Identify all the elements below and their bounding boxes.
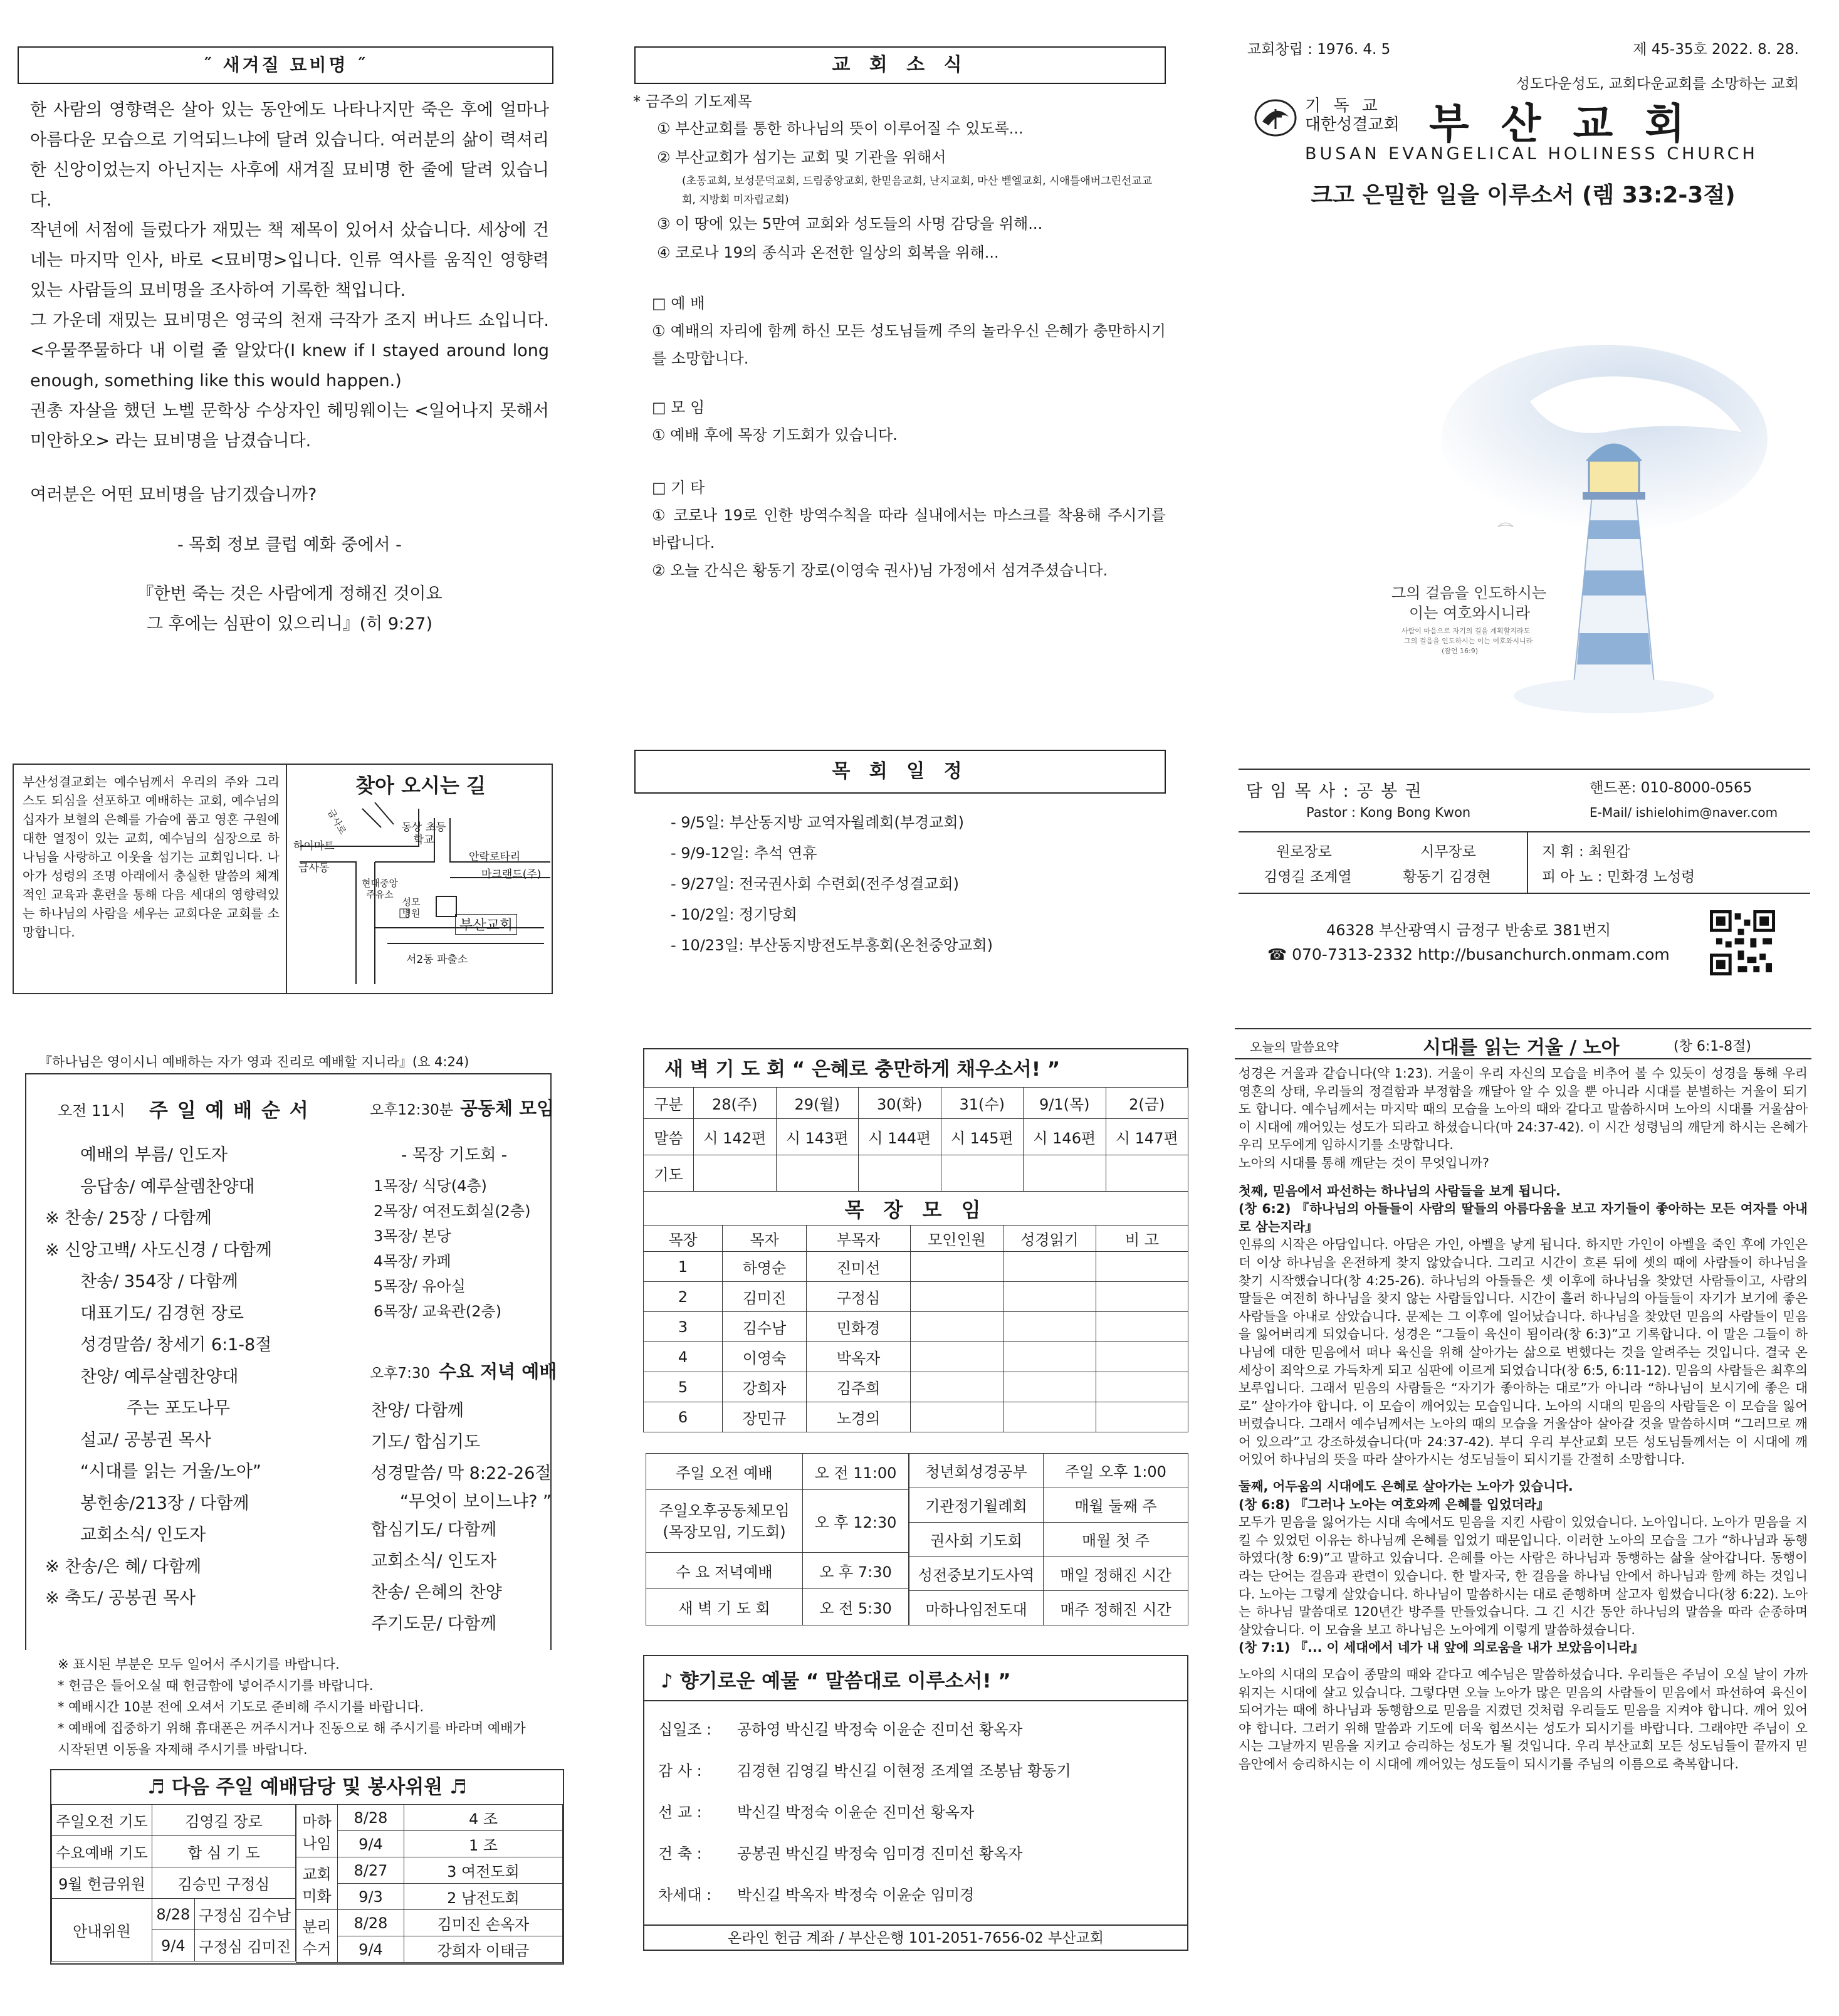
worship-item: 설교/ 공봉권 목사	[80, 1430, 211, 1450]
worship-note: ※ 표시된 부분은 모두 일어서 주시기를 바랍니다.	[58, 1657, 340, 1672]
duty-date: 8/28	[338, 1910, 404, 1936]
offering-row	[658, 1874, 1185, 1916]
service-name-sub: (목장모임, 기도회)	[663, 1523, 786, 1541]
map-label: 동상 초등학교	[401, 821, 446, 846]
worship-note: * 예배시간 10분 전에 오셔서 기도로 준비해 주시기를 바랍니다.	[58, 1699, 424, 1714]
duty-label: 마하나임	[296, 1805, 338, 1857]
offering-title: ♪ 향기로운 예물 “ 말씀대로 이루소서! ”	[661, 1670, 1011, 1693]
map-title: 찾아 오시는 길	[355, 774, 486, 797]
sermon-body-2: 모두가 믿음을 잃어가는 시대 속에서도 믿음을 지킨 사람이 있었습니다. 노아입니다. 노아가 믿음을 지킬 수 있었던 이유는 하나님께 은혜를 입었기 때문입니다. 이러한 노아의 모습을 그가 “하나님과 동행하였다(창 6:9)”고 말하고 있습니다. 은혜를 아는 사람은 하나님과 동행하는 삶을 살아갑니다. 동행이라는 단어는 걸음과 관련이 있습니다. 한 발자국, 한 걸음을 하나님 안에서 하나님과 함께 하는 것입니다. 노아는 그렇게 살았습니다. 하나님이 말씀하시는 대로 준행하며 살고자 힘썼습니다(창 6:22). 노아는 하나님 말씀대로 120년간 방주를 만들었습니다. 그 긴 시간 동안 하나님의 말씀을 따라 순종하며 살았습니다. 이 모습을 보고 하나님은 노아에게 이렇게 말씀하셨습니다.	[1239, 1515, 1808, 1637]
news-section-item: ① 코로나 19로 인한 방역수칙을 따라 실내에서는 마스크를 착용해 주시기를 바랍니다.	[652, 507, 1166, 552]
offering-row	[658, 1750, 1185, 1792]
worship-item: 예배의 부름/ 인도자	[80, 1145, 228, 1165]
gm-cell: 노경의	[807, 1402, 911, 1432]
gm-cell: 4	[644, 1342, 723, 1372]
schedule-item: - 10/23일: 부산동지방전도부흥회(온천중앙교회)	[671, 937, 993, 954]
denomination-line-2: 대한성결교회	[1305, 115, 1400, 134]
worship-note: 시작된면 이동을 자제해 주시기를 바랍니다.	[58, 1742, 308, 1757]
dawn-table	[643, 1087, 1188, 1226]
group-item: 5목장/ 유아실	[374, 1278, 466, 1295]
prayer-item: ② 부산교회가 섬기는 교회 및 기관을 위해서	[657, 149, 946, 166]
next-week-value: 김승민 구정심	[152, 1867, 296, 1899]
worship-note: * 예배에 집중하기 위해 휴대폰은 꺼주시거나 진동으로 해 주시기를 바라며 예배가	[58, 1721, 526, 1736]
dawn-header: 29(월)	[776, 1088, 859, 1119]
lighthouse-image	[1341, 339, 1780, 727]
gm-header: 성경읽기	[1003, 1226, 1096, 1252]
wed-list	[371, 1395, 552, 1640]
service-name: 청년회성경공부	[909, 1454, 1044, 1488]
worship-item: 주는 포도나무	[127, 1399, 231, 1418]
service-time: 주일 오후 1:00	[1044, 1454, 1188, 1488]
worship-item: ※ 찬송/은 혜/ 다함께	[45, 1557, 202, 1577]
news-title-box	[634, 46, 1166, 84]
worship-item: 찬송/ 354장 / 다함께	[80, 1272, 238, 1291]
news-body	[633, 89, 1178, 584]
duty-date: 9/4	[338, 1936, 404, 1963]
dawn-title: 새 벽 기 도 회 “ 은혜로 충만하게 채우소서! ”	[664, 1058, 1061, 1081]
news-section-head: □ 예 배	[652, 295, 705, 312]
gm-cell: 구정심	[807, 1282, 911, 1312]
dawn-header: 28(주)	[694, 1088, 777, 1119]
worship-item: 찬양/ 예루살렘찬양대	[80, 1367, 239, 1387]
service-times-right	[909, 1453, 1188, 1625]
prayer-item: ④ 코로나 19의 종식과 온전한 일상의 회복을 위해...	[657, 244, 999, 261]
pastor-english: Pastor : Kong Bong Kwon	[1306, 805, 1471, 820]
sermon-closing: 노아의 시대의 모습이 종말의 때와 같다고 예수님은 말씀하셨습니다. 우리들은 주님이 오실 날이 가까워지는 시대에 살고 있습니다. 그렇다면 오늘 노아가 많은 믿음의 사람들이 믿음에서 파선하여 육신이 되어가는 때에 하나님과 동행함으로 믿음을 지켰던 것처럼 우리들도 믿음을 지켜야 합니다. 깨어 있어야 합니다. 그러기 위해 말씀과 기도에 더욱 힘쓰시는 성도가 되시기를 바랍니다. 그래야만 주님이 오시는 그날까지 믿음을 지키고 승리하는 성도가 될 것입니다. 우리 부산교회 모든 성도님들이 끝까지 믿음안에서 승리하시는 이 시대에 깨어있는 성도들이 되시기를 주님의 이름으로 축복합니다.	[1239, 1667, 1808, 1772]
epitaph-paragraph: 한 사람의 영향력은 살아 있는 동안에도 나타나지만 죽은 후에 얼마나 아름다운 모습으로 기억되느냐에 달려 있습니다. 여러분의 삶이 력셔리한 신앙이었는지 아닌지는 사후에 새겨질 묘비명 한 줄에 달려 있습니다.	[30, 100, 549, 210]
church-logo	[1254, 98, 1297, 138]
denomination-line-1: 기 독 교	[1305, 97, 1381, 115]
intro-text: 부산성결교회는 예수님께서 우리의 주와 그리스도 되심을 선포하고 예배하는 교회, 예수님의 십자가 보혈의 은혜를 가슴에 품고 영혼 구원에 대한 열정이 있는 교회, 예수님의 심장으로 하나님을 사랑하고 이웃을 섬기는 교회입니다. 나아가 성령의 조명 아래에서 충실한 말씀의 체계적인 교육과 훈련을 통해 다음 세대의 영향력있는 하나님의 사람을 세우는 교회다운 교회를 소망합니다.	[23, 774, 280, 940]
wed-item: 기도/ 합심기도	[371, 1432, 481, 1452]
wed-time: 오후7:30	[370, 1365, 431, 1382]
dawn-header: 2(금)	[1106, 1088, 1188, 1119]
gm-header: 목장	[644, 1226, 723, 1252]
map-label: 안락로타리	[469, 851, 521, 863]
wed-title: 수요 저녁 예배	[439, 1361, 557, 1382]
service-time: 오 전 5:30	[803, 1589, 909, 1625]
map-label: 현대중앙 주유소	[362, 878, 398, 900]
staff-box	[1239, 769, 1810, 994]
duty-label: 교회미화	[296, 1857, 338, 1910]
prayer-item: ① 부산교회를 통한 하나님의 뜻이 이루어질 수 있도록...	[657, 120, 1024, 137]
conductor: 지 휘 : 최원갑	[1542, 844, 1630, 860]
elders-head: 시무장로	[1420, 844, 1476, 860]
gm-cell: 김미진	[723, 1282, 807, 1312]
wed-item: “무엇이 보이느냐? ”	[400, 1492, 552, 1511]
service-name-text: 주일오후공동체모임	[659, 1501, 790, 1520]
map-area	[286, 765, 553, 993]
map-label: 하이마트	[293, 840, 335, 853]
gm-cell: 이영숙	[723, 1342, 807, 1372]
duty-value: 1 조	[404, 1831, 562, 1857]
worship-item: 성경말씀/ 창세기 6:1-8절	[80, 1335, 272, 1355]
epitaph-source: - 목회 정보 클럽 예화 중에서 -	[177, 535, 402, 555]
news-section-item: ① 예배 후에 목장 기도회가 있습니다.	[652, 426, 898, 444]
pianist: 피 아 노 : 민화경 노성령	[1542, 869, 1695, 885]
duty-label: 분리수거	[296, 1910, 338, 1963]
dawn-word: 시 147편	[1106, 1119, 1188, 1155]
duty-value: 3 여전도회	[404, 1857, 562, 1884]
group-item: 1목장/ 식당(4층)	[374, 1177, 487, 1195]
gm-header: 모인인원	[911, 1226, 1003, 1252]
morning-time: 오전 11시	[58, 1102, 125, 1120]
sermon-title: 시대를 읽는 거울 / 노아	[1423, 1037, 1620, 1059]
worship-note: * 헌금은 들어오실 때 헌금함에 넣어주시기를 바랍니다.	[58, 1678, 374, 1693]
offering-names: 공하영 박신길 박정숙 이윤순 진미선 황옥자	[737, 1721, 1023, 1738]
wed-item: 주기도문/ 다함께	[371, 1614, 497, 1634]
gm-cell: 1	[644, 1252, 723, 1282]
afternoon-title: 공동체 모임	[460, 1098, 555, 1119]
emeritus-head: 원로장로	[1276, 844, 1332, 860]
gm-cell: 6	[644, 1402, 723, 1432]
worship-item: “시대를 읽는 거울/노아”	[80, 1462, 261, 1481]
group-meeting-table	[643, 1225, 1188, 1432]
next-week-value: 합 심 기 도	[152, 1836, 296, 1867]
epitaph-paragraph: 여러분은 어떤 묘비명을 남기겠습니까?	[30, 485, 317, 505]
worship-item: ※ 찬송/ 25장 / 다함께	[45, 1209, 212, 1228]
epitaph-paragraph: 권총 자살을 했던 노벨 문학상 수상자인 헤밍웨이는 <일어나지 못해서 미안하오> 라는 묘비명을 남겼습니다.	[30, 401, 549, 451]
dawn-word: 시 142편	[694, 1119, 777, 1155]
sermon-ref: (창 6:1-8절)	[1674, 1039, 1752, 1054]
lighthouse-caption-1: 그의 걸음을 인도하시는	[1391, 584, 1547, 602]
worship-item: ※ 축도/ 공봉권 목사	[45, 1588, 196, 1608]
worship-item: ※ 신앙고백/ 사도신경 / 다함께	[45, 1240, 273, 1260]
map-label: 성모병원	[402, 896, 421, 919]
elders-names: 황동기 김경현	[1403, 869, 1491, 885]
service-time: 매월 둘째 주	[1044, 1488, 1188, 1522]
sermon-verse-1: (창 6:2) 『하나님의 아들들이 사람의 딸들의 아름다움을 보고 자기들이 좋아하는 모든 여자를 아내로 삼는지라』	[1239, 1201, 1808, 1234]
dawn-word: 시 144편	[859, 1119, 941, 1155]
group-list	[374, 1173, 530, 1324]
offering-type: 차세대 :	[658, 1886, 712, 1904]
guide-date: 8/28	[152, 1899, 195, 1930]
group-item: 3목장/ 본당	[374, 1227, 451, 1245]
church-address: 46328 부산광역시 금정구 반송로 381번지	[1326, 921, 1611, 939]
offering-type: 감 사 :	[658, 1762, 702, 1780]
worship-notes	[58, 1654, 559, 1760]
sermon-question: 노아의 시대를 통해 깨닫는 것이 무엇입니까?	[1239, 1155, 1489, 1170]
epitaph-title-box	[18, 46, 553, 84]
service-name: 마하나임전도대	[909, 1591, 1044, 1625]
lighthouse-small-1: 사람이 마음으로 자기의 길을 계획할지라도	[1402, 627, 1531, 635]
offering-type: 건 축 :	[658, 1845, 702, 1862]
news-section-head: □ 기 타	[652, 479, 705, 496]
pastor-name: 담 임 목 사 : 공 봉 권	[1246, 782, 1423, 801]
wed-item: 교회소식/ 인도자	[371, 1551, 497, 1571]
news-title: 교 회 소 식	[832, 54, 968, 76]
offering-row	[658, 1833, 1185, 1874]
duty-value: 2 남전도회	[404, 1884, 562, 1910]
gm-cell: 민화경	[807, 1312, 911, 1342]
gm-header: 부목자	[807, 1226, 911, 1252]
issue-number: 제 45-35호 2022. 8. 28.	[1633, 41, 1799, 58]
offering-names: 박신길 박옥자 박정숙 이윤순 임미경	[737, 1886, 975, 1904]
schedule-list	[671, 807, 1172, 961]
gm-cell: 김수남	[723, 1312, 807, 1342]
wed-item: 성경말씀/ 막 8:22-26절	[371, 1464, 552, 1483]
gm-cell: 강희자	[723, 1372, 807, 1402]
gm-cell: 2	[644, 1282, 723, 1312]
emeritus-names: 김영길 조계열	[1264, 869, 1352, 885]
sermon-body-1: 인류의 시작은 아담입니다. 아담은 가인, 아벨을 낳게 됩니다. 하지만 가인이 아벨을 죽인 후에 가인은 더 이상 하나님을 온전하게 찾지 않았습니다. 그리고 시간이 흐른 뒤에 셋의 때에 사람들이 하나님을 찾기 시작했습니다(창 4:25-26). 하나님의 아들들은 셋 이후에 하나님을 찾았던 사람들이고, 사람의 딸들은 여전히 하나님을 찾지 않는 사람들입니다. 시간이 흘러 하나님의 아들들이 자기가 보기에 좋은 사람들을 아내로 삼았습니다. 문제는 그 이후에 일어났습니다. 하나님을 찾았던 믿음의 사람들이 믿음을 잃어버리게 되었습니다. 성경은 “그들이 육신이 됨이라(창 6:3)”고 기록합니다. 이 말은 그들이 하나님에 대한 믿음에서 떠나 육신을 위해 살아가는 삶으로 변했다는 것을 알려주는 것입니다. 결국 온 세상이 죄악으로 가득차게 되고 심판에 이르게 되었습니다(창 6:5, 6:11-12). 믿음의 사람들은 최후의 보루입니다. 그래서 믿음의 사람들은 “자기가 좋아하는 대로”가 아니라 “하나님이 보시기에 좋은 대로” 살아가야 합니다. 이 모습이 깨어있는 모습입니다. 노아의 시대의 믿음의 사람들은 이 모습을 잃어버렸습니다. 그래서 예수님께서는 노아의 때의 모습을 거울삼아 살아갈 것을 말씀하시며 “그러므로 깨어 있으라”고 강조하셨습니다(마 24:37-42). 부디 우리 부산교회 모든 성도님들께서는 이 시대에 깨어있어 하나님의 뜻을 따라 살아가시는 성도님들이 되시기를 간절히 소망합니다.	[1239, 1237, 1808, 1467]
duty-value: 강희자 이태금	[404, 1936, 562, 1963]
epitaph-paragraph: 그 가운데 재밌는 묘비명은 영국의 천재 극작가 조지 버나드 쇼입니다. <우물쭈물하다 내 이럴 줄 알았다(I knew if I stayed around long enough, something like this would happen.)	[30, 311, 549, 391]
epitaph-paragraph: 작년에 서점에 들렀다가 재밌는 책 제목이 있어서 샀습니다. 세상에 건네는 마지막 인사, 바로 <묘비명>입니다. 인류 역사를 움직인 영향력 있는 사람들의 묘비명을 조사하여 기록한 책입니다.	[30, 221, 549, 300]
schedule-item: - 9/9-12일: 추석 연휴	[671, 844, 817, 862]
sermon-body	[1239, 1064, 1808, 1773]
guide-names: 구정심 김미진	[194, 1930, 295, 1961]
gm-cell: 박옥자	[807, 1342, 911, 1372]
guide-date: 9/4	[152, 1930, 195, 1961]
service-time: 오 후 12:30	[803, 1490, 909, 1553]
service-name: 권사회 기도회	[909, 1522, 1044, 1557]
dawn-header: 구분	[644, 1088, 694, 1119]
service-name: 수 요 저녁예배	[646, 1553, 803, 1589]
prayer-header: * 금주의 기도제목	[633, 93, 752, 110]
sermon-intro: 성경은 거울과 같습니다(약 1:23). 거울이 우리 자신의 모습을 비추어 볼 수 있듯이 성경을 통해 우리 영혼의 상태, 우리들의 정결함과 부정함을 깨달아 알 수 있을 뿐 아니라 시대를 분별하는 거울이 되기도 합니다. 예수님께서는 마지막 때의 모습을 노아의 때와 같다고 말씀하시며 노아의 시대를 거울삼아 이 시대에 깨어있는 성도가 되라고 하셨습니다(마 24:37-42). 이 시간 성령님의 깨닫게 하시는 은혜가 우리 모두에게 임하시기를 소망합니다.	[1239, 1066, 1808, 1153]
service-name: 성전중보기도사역	[909, 1557, 1044, 1591]
lighthouse-small-2: 그의 걸음을 인도하시는 이는 여호와시니라	[1404, 637, 1533, 645]
schedule-title-box	[634, 750, 1166, 794]
dawn-prayer-label: 기도	[644, 1155, 694, 1192]
dawn-word: 시 146편	[1024, 1119, 1106, 1155]
worship-item: 교회소식/ 인도자	[80, 1525, 206, 1545]
service-name: 기관정기월례회	[909, 1488, 1044, 1522]
next-week-label: 수요예배 기도	[52, 1836, 152, 1867]
offering-names: 김경현 김영길 박신길 이현정 조계열 조봉남 황동기	[737, 1762, 1071, 1780]
gm-cell: 하영순	[723, 1252, 807, 1282]
service-time: 오 후 7:30	[803, 1553, 909, 1589]
duty-value: 김미진 손옥자	[404, 1910, 562, 1936]
group-item: 4목장/ 카페	[374, 1252, 451, 1270]
worship-item: 응답송/ 예루살렘찬양대	[80, 1177, 255, 1197]
offering-names: 박신길 박정숙 이윤순 진미선 황옥자	[737, 1803, 975, 1821]
church-name: 부 산 교 회	[1429, 100, 1694, 148]
next-week-label: 9월 헌금위원	[52, 1867, 152, 1899]
wed-item: 찬양/ 다함께	[371, 1401, 464, 1420]
map-label: 서2동 파출소	[406, 953, 468, 966]
dawn-header: 31(수)	[941, 1088, 1024, 1119]
sermon-point-1: 첫째, 믿음에서 파선하는 하나님의 사람들을 보게 됩니다.	[1239, 1183, 1561, 1199]
duty-date: 8/28	[338, 1805, 404, 1831]
next-week-right-table	[296, 1804, 563, 1963]
year-theme: 크고 은밀한 일을 이루소서 (렘 33:2-3절)	[1311, 182, 1736, 208]
epitaph-title: ˝ 새겨질 묘비명 ˝	[202, 55, 369, 75]
offering-names: 공봉권 박신길 박정숙 임미경 진미선 황옥자	[737, 1845, 1023, 1862]
dawn-header: 30(화)	[859, 1088, 941, 1119]
next-week-left-table	[51, 1804, 296, 1961]
pastor-email: E-Mail/ ishielohim@naver.com	[1590, 805, 1778, 820]
worship-items	[45, 1140, 340, 1615]
service-time: 오 전 11:00	[803, 1454, 909, 1490]
sermon-verse-2: (창 6:8) 『그러나 노아는 여호와께 은혜를 입었더라』	[1239, 1496, 1549, 1512]
church-contact: ☎ 070-7313-2332 http://busanchurch.onmam.com	[1267, 945, 1670, 963]
service-name: 새 벽 기 도 회	[646, 1589, 803, 1625]
sermon-quote: (창 7:1) 『... 이 세대에서 네가 내 앞에 의로움을 내가 보았음이니라』	[1239, 1640, 1644, 1656]
founded-date: 교회창립 : 1976. 4. 5	[1247, 41, 1391, 58]
duty-date: 8/27	[338, 1857, 404, 1884]
duty-value: 4 조	[404, 1805, 562, 1831]
schedule-item: - 9/27일: 전국권사회 수련회(전주성결교회)	[671, 875, 960, 893]
wed-item: 합심기도/ 다함께	[371, 1520, 497, 1540]
service-time: 매일 정해진 시간	[1044, 1557, 1188, 1591]
masthead	[1247, 38, 1799, 209]
wed-item: 찬송/ 은혜의 찬양	[371, 1583, 502, 1602]
service-times-left	[646, 1453, 909, 1625]
duty-date: 9/3	[338, 1884, 404, 1910]
offering-account: 온라인 헌금 계좌 / 부산은행 101-2051-7656-02 부산교회	[727, 1930, 1104, 1946]
guide-label: 안내위원	[52, 1899, 152, 1961]
prayer-item: ③ 이 땅에 있는 5만여 교회와 성도들의 사명 감당을 위해...	[657, 215, 1043, 233]
offering-row	[658, 1709, 1185, 1750]
pastor-phone: 핸드폰: 010-8000-0565	[1590, 780, 1753, 796]
group-item: 6목장/ 교육관(2층)	[374, 1303, 502, 1320]
qr-code-icon	[1710, 910, 1775, 975]
motto: 성도다운성도, 교회다운교회를 소망하는 교회	[1516, 76, 1799, 92]
epitaph-body	[30, 95, 549, 639]
worship-item: 대표기도/ 김경현 장로	[80, 1303, 244, 1323]
duty-date: 9/4	[338, 1831, 404, 1857]
group-meeting-title: 목 장 모 임	[644, 1192, 1188, 1226]
schedule-item: - 9/5일: 부산동지방 교역자월례회(부경교회)	[671, 814, 964, 831]
service-time: 매주 정해진 시간	[1044, 1591, 1188, 1625]
schedule-item: - 10/2일: 정기당회	[671, 906, 797, 923]
intro-box	[13, 764, 553, 994]
church-english-name: BUSAN EVANGELICAL HOLINESS CHURCH	[1305, 144, 1758, 164]
gm-header: 비 고	[1096, 1226, 1188, 1252]
service-time: 매월 첫 주	[1044, 1522, 1188, 1557]
dawn-word: 시 145편	[941, 1119, 1024, 1155]
service-name	[646, 1490, 803, 1553]
map-label: 금사동	[298, 862, 330, 874]
news-section-item: ② 오늘 간식은 황동기 장로(이영숙 권사)님 가정에서 섬겨주셨습니다.	[652, 562, 1108, 579]
group-title: - 목장 기도회 -	[401, 1146, 508, 1165]
worship-item: 봉헌송/213장 / 다함께	[80, 1493, 249, 1513]
dawn-word: 시 143편	[776, 1119, 859, 1155]
gm-header: 목자	[723, 1226, 807, 1252]
dawn-word-label: 말씀	[644, 1119, 694, 1155]
news-section-head: □ 모 임	[652, 399, 705, 416]
offering-type: 선 교 :	[658, 1803, 702, 1821]
next-week-title: ♬ 다음 주일 예배담당 및 봉사위원 ♬	[147, 1776, 467, 1798]
sermon-header	[1235, 1028, 1811, 1059]
sermon-point-2: 둘째, 어두움의 시대에도 은혜로 살아가는 노아가 있습니다.	[1239, 1479, 1573, 1494]
gm-cell: 김주희	[807, 1372, 911, 1402]
map-label-church: 부산교회	[455, 914, 517, 935]
epitaph-verse-1: 『한번 죽는 것은 사람에게 정해진 것이요	[137, 584, 443, 604]
gm-cell: 장민규	[723, 1402, 807, 1432]
news-section-item: ① 예배의 자리에 함께 하신 모든 성도님들께 주의 놀라우신 은혜가 충만하시기를 소망합니다.	[652, 322, 1166, 367]
offering-box	[643, 1655, 1188, 1951]
service-name: 주일 오전 예배	[646, 1454, 803, 1490]
lighthouse-small-3: (잠언 16:9)	[1442, 647, 1479, 655]
next-week-label: 주일오전 기도	[52, 1805, 152, 1836]
gm-cell: 5	[644, 1372, 723, 1402]
gm-cell: 3	[644, 1312, 723, 1342]
worship-header-verse: 『하나님은 영이시니 예배하는 자가 영과 진리로 예배할 지니라』(요 4:24)	[39, 1054, 469, 1069]
prayer-item-detail: (초동교회, 보성문덕교회, 드림중앙교회, 한믿음교회, 난지교회, 마산 벧엘교회, 시애틀애버그린선교교회, 지방회 미자립교회)	[682, 175, 1153, 206]
gm-cell: 진미선	[807, 1252, 911, 1282]
next-week-value: 김영길 장로	[152, 1805, 296, 1836]
group-item: 2목장/ 여전도회실(2층)	[374, 1202, 531, 1220]
lighthouse-caption-2: 이는 여호와시니라	[1409, 604, 1531, 622]
map-label: 금사로	[325, 807, 348, 837]
offering-row	[658, 1792, 1185, 1833]
offering-type: 십일조 :	[658, 1721, 712, 1738]
afternoon-time: 오후12:30분	[370, 1102, 453, 1118]
sermon-label: 오늘의 말씀요약	[1250, 1039, 1339, 1054]
guide-names: 구정심 김수남	[194, 1899, 295, 1930]
dawn-header: 9/1(목)	[1024, 1088, 1106, 1119]
schedule-title: 목 회 일 정	[832, 760, 968, 782]
epitaph-verse-2: 그 후에는 심판이 있으리니』(히 9:27)	[146, 614, 432, 634]
morning-title: 주 일 예 배 순 서	[149, 1100, 310, 1122]
map-label: 마크랜드(주)	[481, 868, 542, 881]
